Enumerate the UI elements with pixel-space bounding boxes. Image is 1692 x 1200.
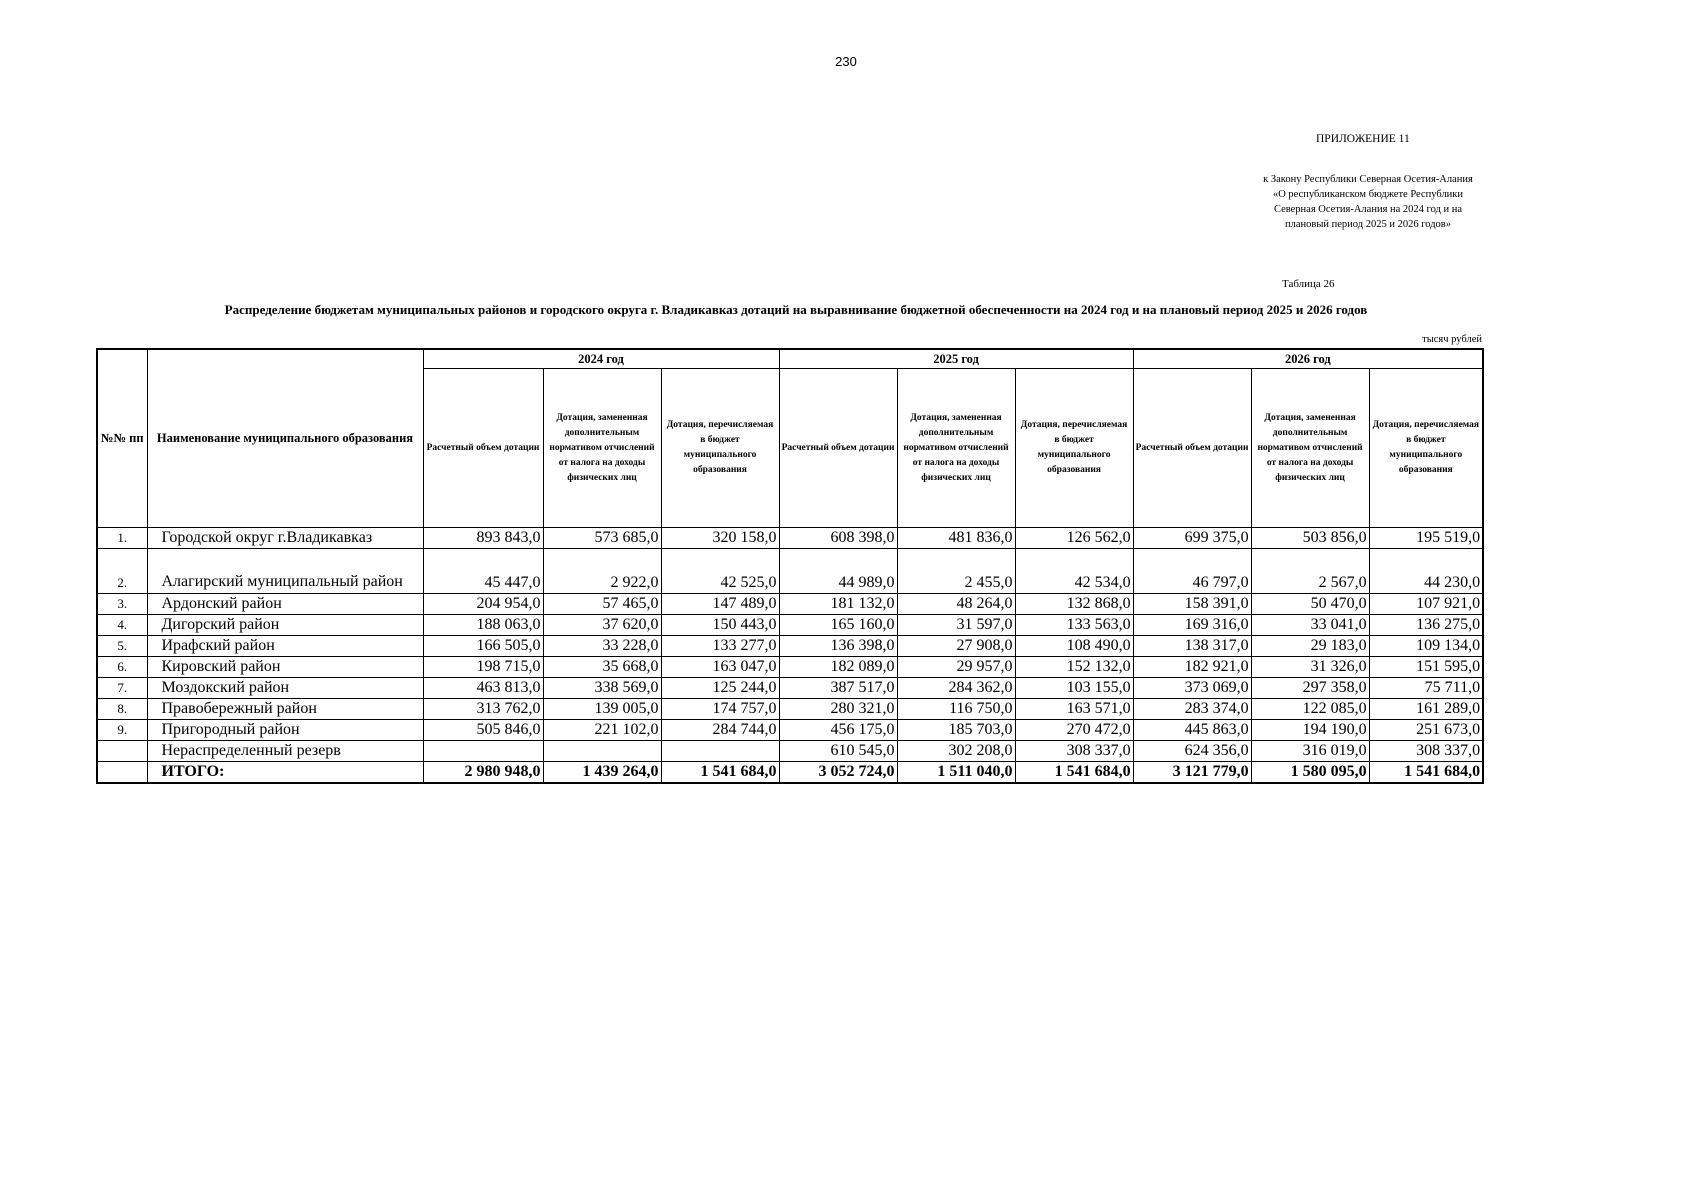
row-value: 163 571,0 (1015, 699, 1133, 720)
row-value: 133 563,0 (1015, 615, 1133, 636)
header-replaced: Дотация, замененная дополнительным нормативом отчислений от налога на доходы физических лиц (1251, 369, 1369, 528)
row-value: 221 102,0 (543, 720, 661, 741)
row-value: 445 863,0 (1133, 720, 1251, 741)
row-value: 33 041,0 (1251, 615, 1369, 636)
row-value: 481 836,0 (897, 528, 1015, 549)
table-row (97, 615, 1483, 636)
row-value: 31 597,0 (897, 615, 1015, 636)
row-value: 147 489,0 (661, 594, 779, 615)
row-value: 188 063,0 (423, 615, 543, 636)
row-value (543, 741, 661, 762)
row-index (97, 741, 147, 762)
row-value: 387 517,0 (779, 678, 897, 699)
total-index (97, 762, 147, 784)
row-value: 2 455,0 (897, 549, 1015, 594)
total-value: 1 580 095,0 (1251, 762, 1369, 784)
row-value: 37 620,0 (543, 615, 661, 636)
row-value: 573 685,0 (543, 528, 661, 549)
table-row (97, 528, 1483, 549)
table-row (97, 699, 1483, 720)
row-index: 8. (97, 699, 147, 720)
row-name: Дигорский район (147, 615, 423, 636)
row-value: 126 562,0 (1015, 528, 1133, 549)
header-calc: Расчетный объем дотации (1133, 369, 1251, 528)
row-name: Ардонский район (147, 594, 423, 615)
row-value: 136 275,0 (1369, 615, 1483, 636)
row-index: 9. (97, 720, 147, 741)
row-value: 373 069,0 (1133, 678, 1251, 699)
row-value: 116 750,0 (897, 699, 1015, 720)
row-value (423, 741, 543, 762)
header-transferred: Дотация, перечисляемая в бюджет муниципального образования (1369, 369, 1483, 528)
header-replaced: Дотация, замененная дополнительным нормативом отчислений от налога на доходы физических лиц (897, 369, 1015, 528)
row-value: 198 715,0 (423, 657, 543, 678)
row-value: 132 868,0 (1015, 594, 1133, 615)
page-number: 230 (835, 54, 857, 69)
row-value: 27 908,0 (897, 636, 1015, 657)
row-value: 297 358,0 (1251, 678, 1369, 699)
row-value: 163 047,0 (661, 657, 779, 678)
row-value: 150 443,0 (661, 615, 779, 636)
table-row (97, 657, 1483, 678)
row-value: 505 846,0 (423, 720, 543, 741)
row-value: 42 525,0 (661, 549, 779, 594)
row-value: 138 317,0 (1133, 636, 1251, 657)
row-value: 108 490,0 (1015, 636, 1133, 657)
row-name: Городской округ г.Владикавказ (147, 528, 423, 549)
header-transferred: Дотация, перечисляемая в бюджет муниципального образования (661, 369, 779, 528)
row-value: 29 183,0 (1251, 636, 1369, 657)
row-value: 166 505,0 (423, 636, 543, 657)
row-value: 280 321,0 (779, 699, 897, 720)
table-row (97, 594, 1483, 615)
row-value: 44 989,0 (779, 549, 897, 594)
row-index: 6. (97, 657, 147, 678)
row-value: 165 160,0 (779, 615, 897, 636)
header-replaced: Дотация, замененная дополнительным нормативом отчислений от налога на доходы физических лиц (543, 369, 661, 528)
row-index: 4. (97, 615, 147, 636)
table-number: Таблица 26 (1282, 278, 1335, 290)
total-value: 1 511 040,0 (897, 762, 1015, 784)
row-value: 181 132,0 (779, 594, 897, 615)
appendix-label: ПРИЛОЖЕНИЕ 11 (1316, 133, 1410, 145)
row-value: 338 569,0 (543, 678, 661, 699)
row-value: 194 190,0 (1251, 720, 1369, 741)
row-name: Алагирский муниципальный район (147, 549, 423, 594)
header-year: 2024 год (423, 349, 779, 369)
row-value: 456 175,0 (779, 720, 897, 741)
total-row (97, 762, 1483, 784)
row-value: 463 813,0 (423, 678, 543, 699)
row-index: 5. (97, 636, 147, 657)
header-year: 2025 год (779, 349, 1133, 369)
row-value: 284 362,0 (897, 678, 1015, 699)
row-value: 152 132,0 (1015, 657, 1133, 678)
row-value: 125 244,0 (661, 678, 779, 699)
row-value: 308 337,0 (1369, 741, 1483, 762)
row-name: Пригородный район (147, 720, 423, 741)
row-value: 57 465,0 (543, 594, 661, 615)
row-value: 313 762,0 (423, 699, 543, 720)
row-name: Кировский район (147, 657, 423, 678)
row-value: 75 711,0 (1369, 678, 1483, 699)
row-value: 302 208,0 (897, 741, 1015, 762)
row-value: 893 843,0 (423, 528, 543, 549)
header-calc: Расчетный объем дотации (779, 369, 897, 528)
row-value (661, 741, 779, 762)
row-value: 151 595,0 (1369, 657, 1483, 678)
row-name: Ирафский район (147, 636, 423, 657)
row-value: 158 391,0 (1133, 594, 1251, 615)
row-value: 284 744,0 (661, 720, 779, 741)
row-value: 46 797,0 (1133, 549, 1251, 594)
row-value: 174 757,0 (661, 699, 779, 720)
row-value: 31 326,0 (1251, 657, 1369, 678)
row-value: 624 356,0 (1133, 741, 1251, 762)
law-reference: к Закону Республики Северная Осетия-Алания «О республиканском бюджете Республики Северная Осетия-Алания на 2024 год и на плановый период 2025 и 2026 годов» (1263, 174, 1473, 230)
row-value: 103 155,0 (1015, 678, 1133, 699)
row-value: 182 089,0 (779, 657, 897, 678)
row-value: 169 316,0 (1133, 615, 1251, 636)
total-label: ИТОГО: (147, 762, 423, 784)
header-num: №№ пп (97, 349, 147, 528)
total-value: 1 541 684,0 (1369, 762, 1483, 784)
row-value: 316 019,0 (1251, 741, 1369, 762)
table-row (97, 720, 1483, 741)
row-value: 195 519,0 (1369, 528, 1483, 549)
row-name: Нераспределенный резерв (147, 741, 423, 762)
row-name: Моздокский район (147, 678, 423, 699)
row-value: 48 264,0 (897, 594, 1015, 615)
row-value: 50 470,0 (1251, 594, 1369, 615)
header-year: 2026 год (1133, 349, 1483, 369)
document-title: Распределение бюджетам муниципальных районов и городского округа г. Владикавказ дотаций на выравнивание бюджетной обеспеченности на 2024 год и на плановый период 2025 и 2026 годов (224, 302, 1368, 317)
header-calc: Расчетный объем дотации (423, 369, 543, 528)
row-value: 699 375,0 (1133, 528, 1251, 549)
row-value: 133 277,0 (661, 636, 779, 657)
total-value: 3 052 724,0 (779, 762, 897, 784)
row-value: 270 472,0 (1015, 720, 1133, 741)
row-value: 107 921,0 (1369, 594, 1483, 615)
row-value: 45 447,0 (423, 549, 543, 594)
row-value: 251 673,0 (1369, 720, 1483, 741)
table-row (97, 678, 1483, 699)
row-value: 308 337,0 (1015, 741, 1133, 762)
row-value: 185 703,0 (897, 720, 1015, 741)
total-value: 2 980 948,0 (423, 762, 543, 784)
row-name: Правобережный район (147, 699, 423, 720)
row-index: 7. (97, 678, 147, 699)
row-index: 1. (97, 528, 147, 549)
row-value: 2 922,0 (543, 549, 661, 594)
row-value: 42 534,0 (1015, 549, 1133, 594)
subsidy-table (96, 348, 1484, 784)
row-value: 161 289,0 (1369, 699, 1483, 720)
row-value: 122 085,0 (1251, 699, 1369, 720)
row-index: 3. (97, 594, 147, 615)
row-value: 2 567,0 (1251, 549, 1369, 594)
table-row (97, 549, 1483, 594)
row-value: 610 545,0 (779, 741, 897, 762)
total-value: 1 439 264,0 (543, 762, 661, 784)
row-value: 283 374,0 (1133, 699, 1251, 720)
total-value: 3 121 779,0 (1133, 762, 1251, 784)
total-value: 1 541 684,0 (661, 762, 779, 784)
row-value: 608 398,0 (779, 528, 897, 549)
row-value: 44 230,0 (1369, 549, 1483, 594)
total-value: 1 541 684,0 (1015, 762, 1133, 784)
row-value: 29 957,0 (897, 657, 1015, 678)
table-row (97, 741, 1483, 762)
row-value: 33 228,0 (543, 636, 661, 657)
row-index: 2. (97, 549, 147, 594)
row-value: 139 005,0 (543, 699, 661, 720)
row-value: 320 158,0 (661, 528, 779, 549)
row-value: 204 954,0 (423, 594, 543, 615)
row-value: 503 856,0 (1251, 528, 1369, 549)
row-value: 182 921,0 (1133, 657, 1251, 678)
header-transferred: Дотация, перечисляемая в бюджет муниципального образования (1015, 369, 1133, 528)
units-label: тысяч рублей (1422, 334, 1482, 345)
row-value: 35 668,0 (543, 657, 661, 678)
header-name: Наименование муниципального образования (147, 349, 423, 528)
row-value: 136 398,0 (779, 636, 897, 657)
table-row (97, 636, 1483, 657)
row-value: 109 134,0 (1369, 636, 1483, 657)
